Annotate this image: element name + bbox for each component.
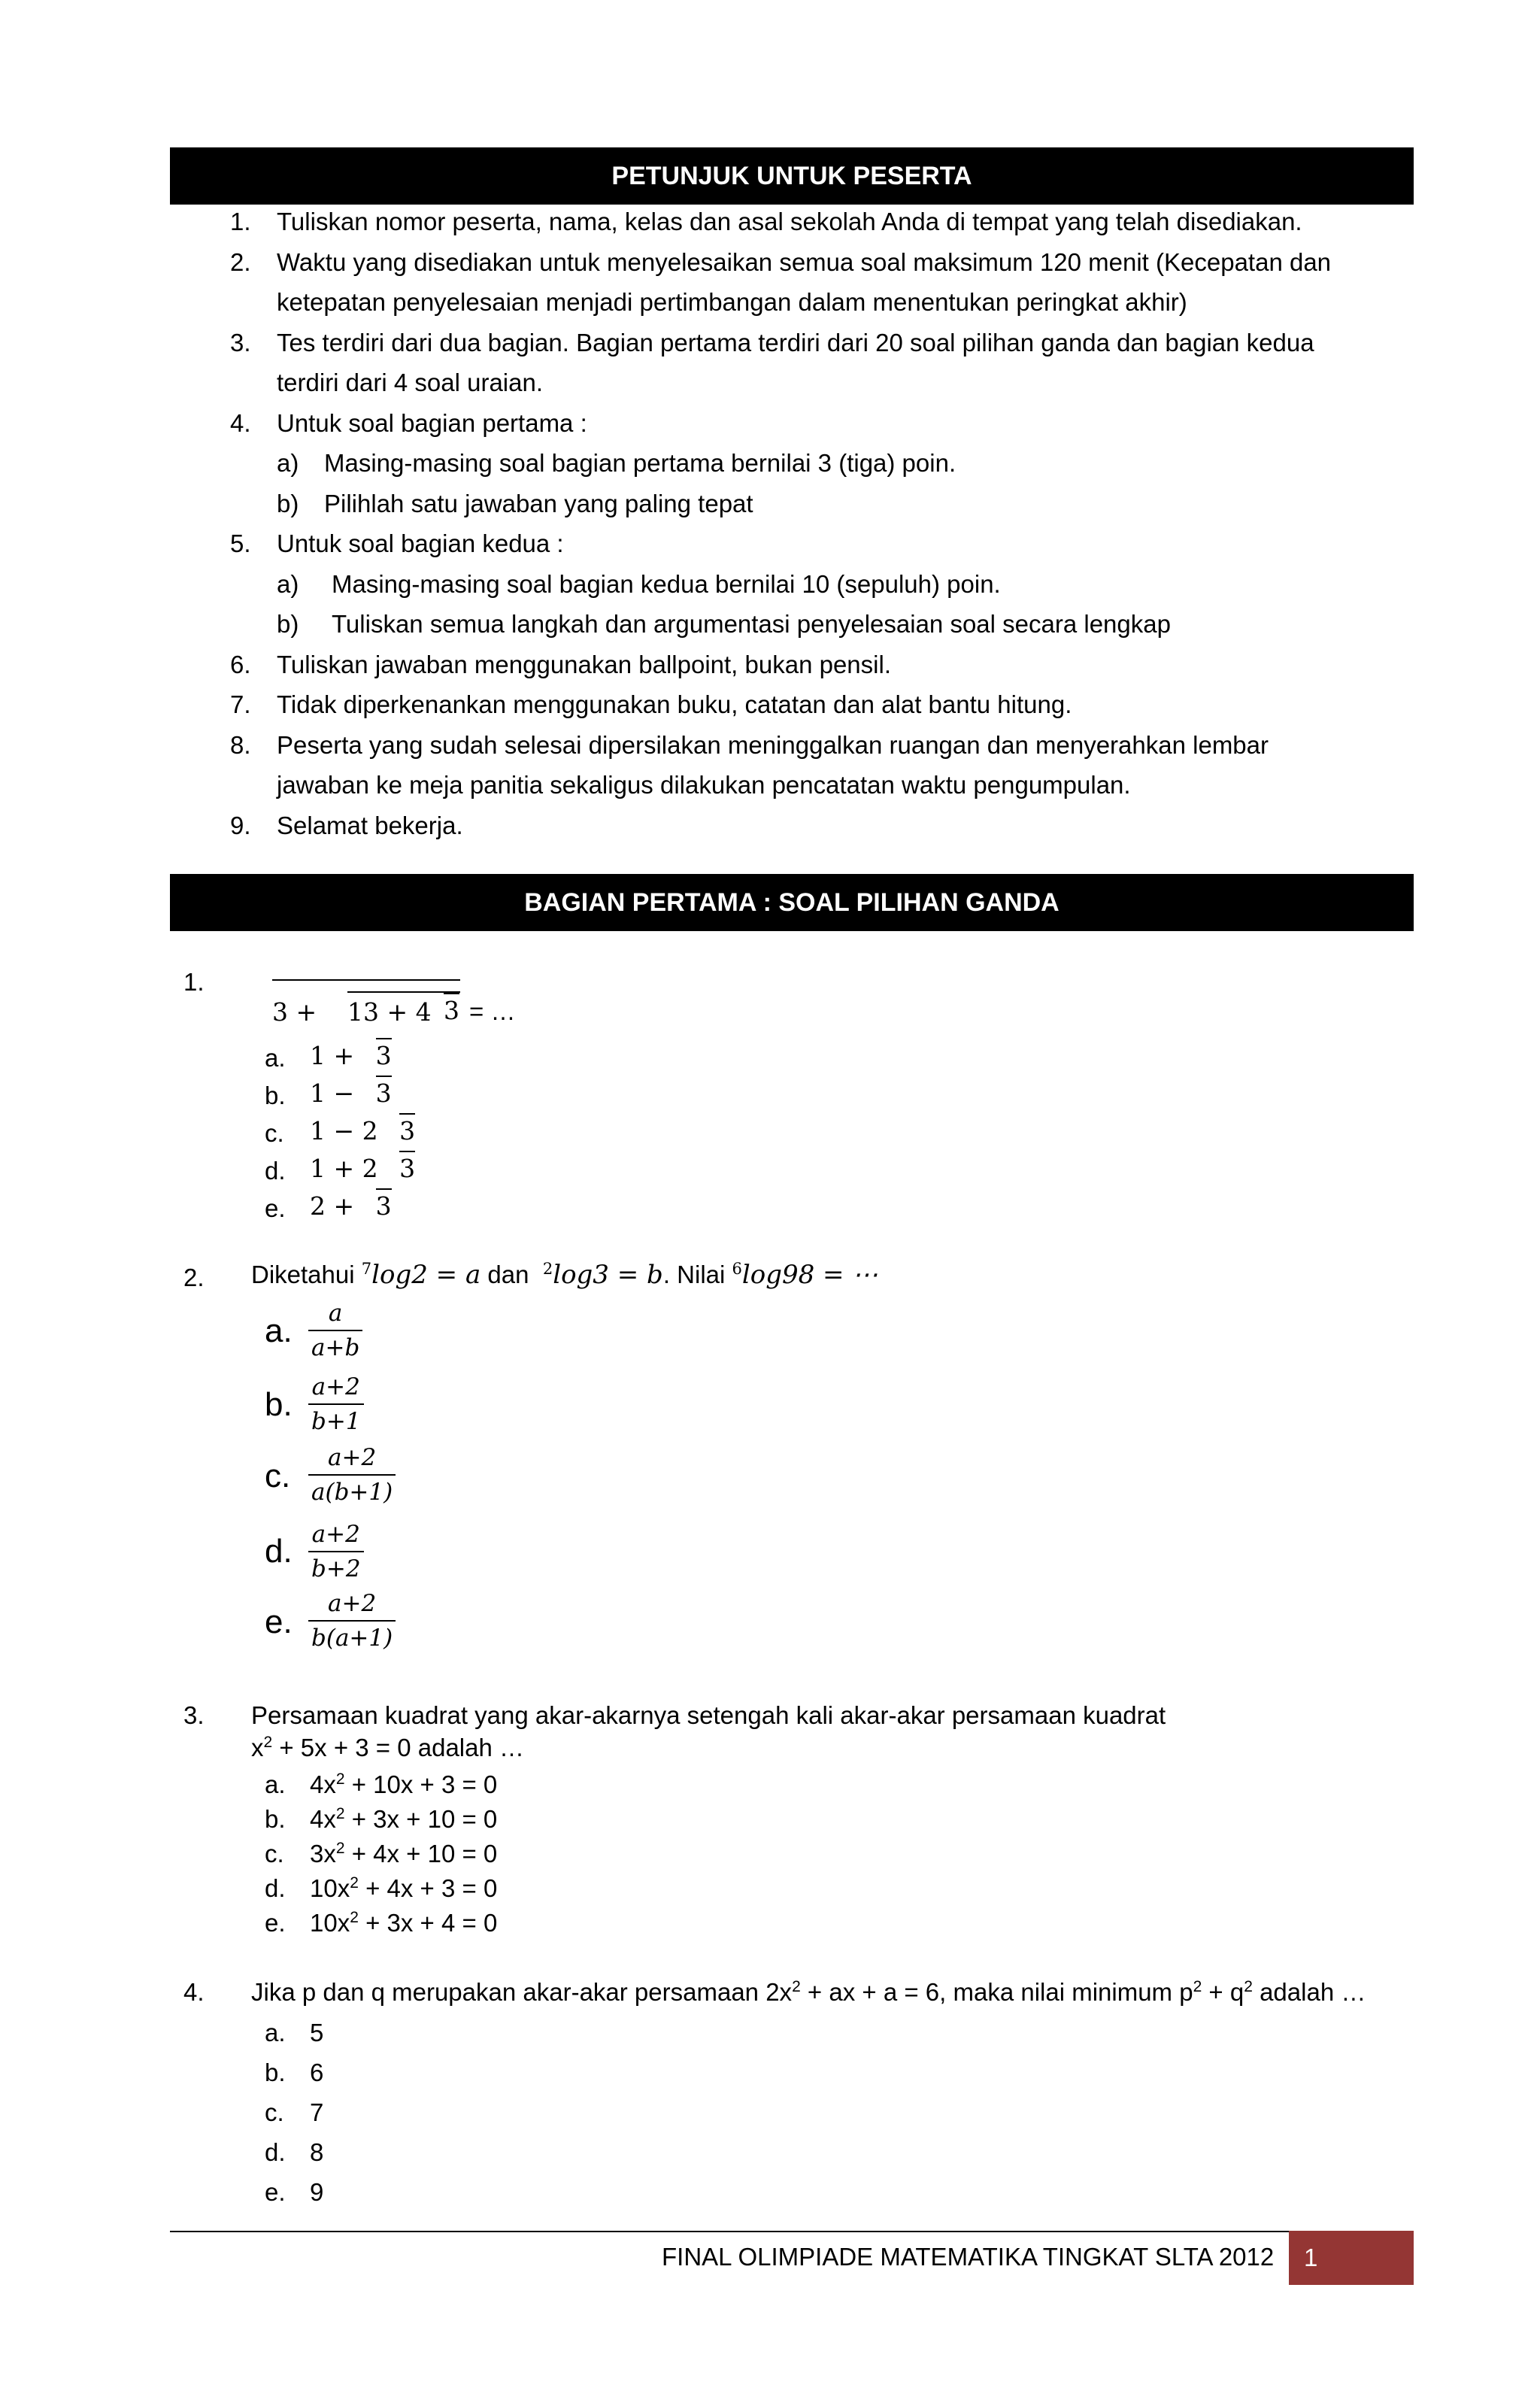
footer-divider — [170, 2231, 1414, 2232]
fraction: $\frac{a+2}{b+2}$ — [308, 1521, 364, 1582]
instruction-item-continued: ketepatan penyelesaian menjadi pertimbangan dalam menentukan peringkat akhir) — [277, 288, 1187, 316]
instruction-subitem: a) Masing-masing soal bagian kedua bernilai 10 (sepuluh) poin. — [277, 569, 1001, 598]
instructions-title-bar — [170, 147, 1414, 205]
instruction-item: 5. Untuk soal bagian kedua : — [230, 529, 564, 557]
outer-radical-bar — [272, 979, 460, 981]
instructions-list — [170, 202, 1414, 845]
question-4-stem: Jika p dan q merupakan akar-akar persamaan $2x^2$ + ax + a = 6, maka nilai minimum $p^2 + q^2$ adalah … — [251, 1978, 1366, 2006]
fraction: $\frac{a+2}{b(a+1)}$ — [308, 1590, 396, 1652]
question-2-number: 2. — [183, 1264, 205, 1291]
question-4-number: 4. — [183, 1978, 205, 2006]
page-number-badge — [1289, 2231, 1414, 2285]
question-3-number: 3. — [183, 1701, 205, 1729]
page-number: 1 — [1304, 2244, 1318, 2271]
instruction-item: 9. Selamat bekerja. — [230, 811, 463, 839]
exam-page: PETUNJUK UNTUK PESERTA 1. Tuliskan nomor peserta, nama, kelas dan asal sekolah Anda di tempat yang telah disediakan. 2. Waktu yang disediakan untuk menyelesaikan semua soal maksimum 120 menit (Kecepatan dan ketepatan penyelesaian menjadi pertimbangan dalam menentukan peringkat akhir) 3. Tes terdiri dari dua bagian. Bagian pertama terdiri dari 20 soal pilihan ganda dan bagian kedua terdiri dari 4 soal uraian. 4. Untuk soal bagian pertama : a) Masing-masing soal bagian pertama bernilai 3 (tiga) poin. b) Pilihlah satu jawaban yang paling tepat 5. Untuk soal bagian kedua : a) Masing-masing soal bagian kedua bernilai 10 (sepuluh) poin. b) Tuliskan semua langkah dan argumentasi penyelesaian soal secara lengkap 6. Tuliskan jawaban menggunakan ballpoint, bukan pensil. 7. Tidak diperkenankan menggunakan buku, catatan dan alat bantu hitung. 8. Peserta yang sudah selesai dipersilakan meninggalkan ruangan dan menyerahkan lembar jawaban ke meja panitia sekaligus dilakukan pencatatan waktu pengumpulan. 9. Selamat bekerja. BAGIAN PERTAMA : SOAL PILIHAN GANDA 1. 3 + 13 + 4 3 = … a. 1 + 3 b. 1 − 3 c. 1 − 2 3 d. 1 + 2 3 e. 2 + 3 2. Diketahui $^7$log2 = a dan $^2$log3 = b. Nilai $^6$log98 = ⋯ a. $\frac{a}{a+b}$ b. $\frac{a+2}{b+1}$ c. $\frac{a+2}{a(b+1)}$ d. $\frac{a+2}{b+2}$ e. $\frac{a+2}{b(a+1)}$ 3. Persamaan kuadrat yang akar-akarnya setengah kali akar-akar persamaan kuadrat $x^2 + 5x + 3 = 0$ adalah … a. $4x^2 + 10x + 3 = 0$ b. $4x^2 + 3x + 10 = 0$ c. $3x^2 + 4x + 10 = 0$ d. $10x^2 + 4x + 3 = 0$ e. $10x^2 + 3x + 4 = 0$ 4. Jika p dan q merupakan akar-akar persamaan $2x^2$ + ax + a = 6, maka nilai minimum $p^2 + q^2$ adalah … a. 5 b. 6 c. 7 d. 8 e. 9 FINAL OLIMPIADE MATEMATIKA TINGKAT SLTA 2012 1 — [0, 0, 1540, 2406]
instruction-subitem: a) Masing-masing soal bagian pertama bernilai 3 (tiga) poin. — [277, 449, 956, 477]
instruction-item: 4. Untuk soal bagian pertama : — [230, 408, 587, 437]
instruction-item: 1. Tuliskan nomor peserta, nama, kelas dan asal sekolah Anda di tempat yang telah disediakan. — [230, 208, 1302, 235]
footer-title: FINAL OLIMPIADE MATEMATIKA TINGKAT SLTA 2012 — [662, 2243, 1275, 2271]
fraction: $\frac{a+2}{b+1}$ — [308, 1373, 364, 1435]
instruction-item: 6. Tuliskan jawaban menggunakan ballpoint, bukan pensil. — [230, 650, 891, 678]
instruction-item: 8. Peserta yang sudah selesai dipersilakan meninggalkan ruangan dan menyerahkan lembar — [230, 730, 1269, 759]
section-title-bar — [170, 874, 1414, 931]
fraction: $\frac{a+2}{a(b+1)}$ — [308, 1444, 396, 1506]
instruction-item: 3. Tes terdiri dari dua bagian. Bagian pertama terdiri dari 20 soal pilihan ganda dan bagian kedua — [230, 328, 1314, 357]
instruction-item-continued: terdiri dari 4 soal uraian. — [277, 369, 544, 396]
fraction: $\frac{a}{a+b}$ — [308, 1300, 362, 1361]
instructions-title: PETUNJUK UNTUK PESERTA — [611, 161, 972, 190]
question-3-stem-line2: $x^2 + 5x + 3 = 0$ adalah … — [251, 1734, 525, 1761]
question-3-stem-line1: Persamaan kuadrat yang akar-akarnya setengah kali akar-akar persamaan kuadrat — [251, 1701, 1166, 1729]
instruction-subitem: b) Pilihlah satu jawaban yang paling tepat — [277, 489, 753, 517]
section-title: BAGIAN PERTAMA : SOAL PILIHAN GANDA — [524, 887, 1060, 917]
instruction-item: 2. Waktu yang disediakan untuk menyelesaikan semua soal maksimum 120 menit (Kecepatan dan — [230, 247, 1332, 276]
question-1-number: 1. — [183, 968, 205, 996]
instruction-item-continued: jawaban ke meja panitia sekaligus dilakukan pencatatan waktu pengumpulan. — [277, 771, 1131, 799]
question-2-stem: Diketahui $^7$log2 = a dan $^2$log3 = b. Nilai $^6$log98 = ⋯ — [251, 1260, 878, 1290]
instruction-subitem: b) Tuliskan semua langkah dan argumentasi penyelesaian soal secara lengkap — [277, 610, 1171, 638]
instruction-item: 7. Tidak diperkenankan menggunakan buku, catatan dan alat bantu hitung. — [230, 690, 1072, 718]
